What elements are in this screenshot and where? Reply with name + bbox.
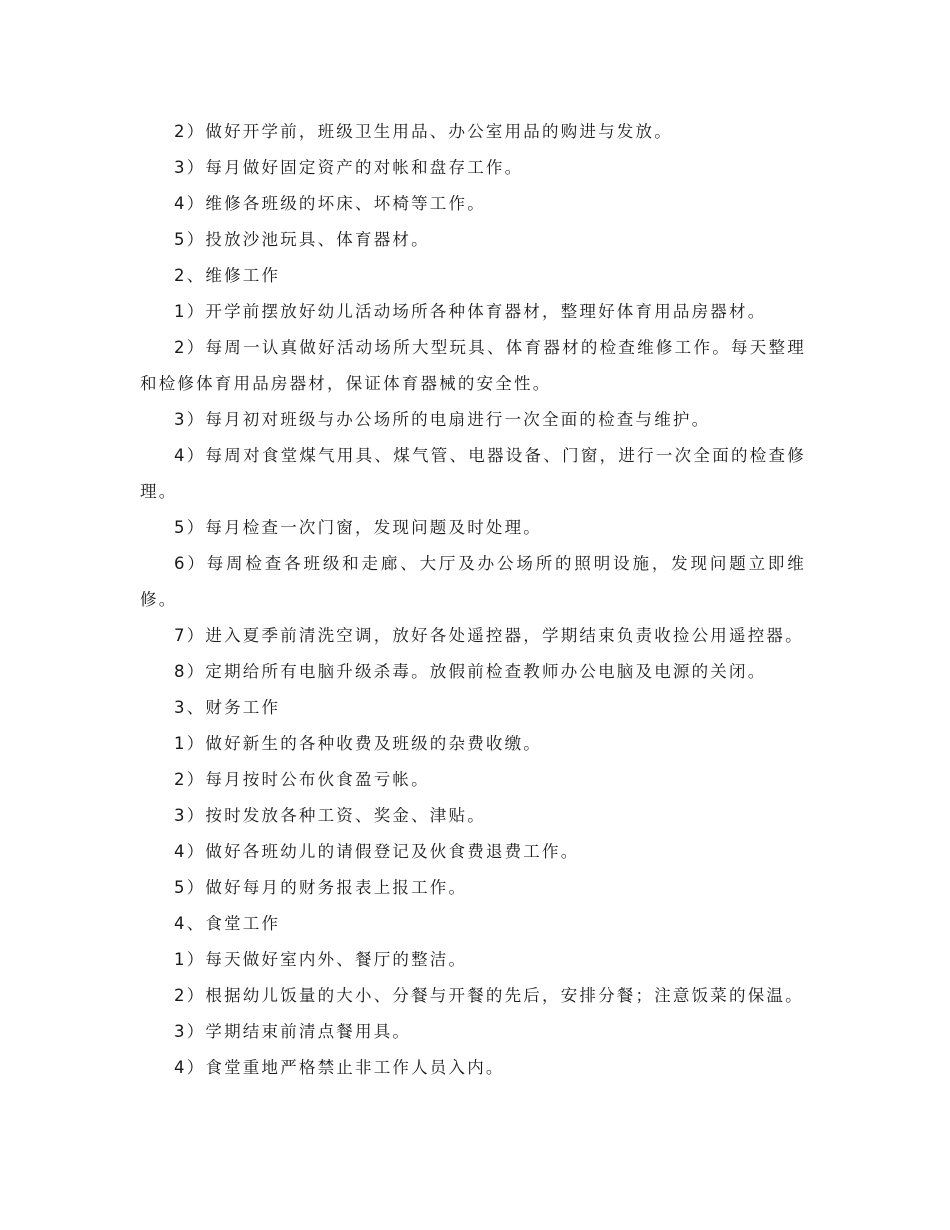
section-heading: 2、维修工作 (174, 266, 281, 285)
paragraph: 4）每周对食堂煤气用具、煤气管、电器设备、门窗，进行一次全面的检查修理。 (140, 446, 806, 501)
paragraph: 6）每周检查各班级和走廊、大厅及办公场所的照明设施，发现问题立即维修。 (140, 554, 806, 609)
paragraph: 3）每月初对班级与办公场所的电扇进行一次全面的检查与维护。 (174, 410, 711, 429)
paragraph: 3）按时发放各种工资、奖金、津贴。 (174, 806, 486, 825)
paragraph: 2）每月按时公布伙食盈亏帐。 (174, 770, 430, 789)
paragraph: 4）维修各班级的坏床、坏椅等工作。 (174, 194, 486, 213)
paragraph: 3）学期结束前清点餐用具。 (174, 1022, 412, 1041)
paragraph: 8）定期给所有电脑升级杀毒。放假前检查教师办公电脑及电源的关闭。 (174, 662, 767, 681)
paragraph: 4）做好各班幼儿的请假登记及伙食费退费工作。 (174, 842, 580, 861)
paragraph: 2）根据幼儿饭量的大小、分餐与开餐的先后，安排分餐；注意饭菜的保温。 (174, 986, 804, 1005)
paragraph: 1）开学前摆放好幼儿活动场所各种体育器材，整理好体育用品房器材。 (174, 302, 767, 321)
paragraph: 2）做好开学前，班级卫生用品、办公室用品的购进与发放。 (174, 122, 673, 141)
paragraph: 1）每天做好室内外、餐厅的整洁。 (174, 950, 468, 969)
section-heading: 4、食堂工作 (174, 914, 281, 933)
paragraph: 7）进入夏季前清洗空调，放好各处遥控器，学期结束负责收捡公用遥控器。 (174, 626, 804, 645)
section-heading: 3、财务工作 (174, 698, 281, 717)
paragraph: 1）做好新生的各种收费及班级的杂费收缴。 (174, 734, 542, 753)
document-body (140, 114, 806, 1086)
paragraph: 2）每周一认真做好活动场所大型玩具、体育器材的检查维修工作。每天整理和检修体育用品房器材，保证体育器械的安全性。 (140, 338, 806, 393)
paragraph: 5）每月检查一次门窗，发现问题及时处理。 (174, 518, 542, 537)
paragraph: 4）食堂重地严格禁止非工作人员入内。 (174, 1058, 505, 1077)
paragraph: 5）投放沙池玩具、体育器材。 (174, 230, 430, 249)
paragraph: 3）每月做好固定资产的对帐和盘存工作。 (174, 158, 524, 177)
paragraph: 5）做好每月的财务报表上报工作。 (174, 878, 468, 897)
